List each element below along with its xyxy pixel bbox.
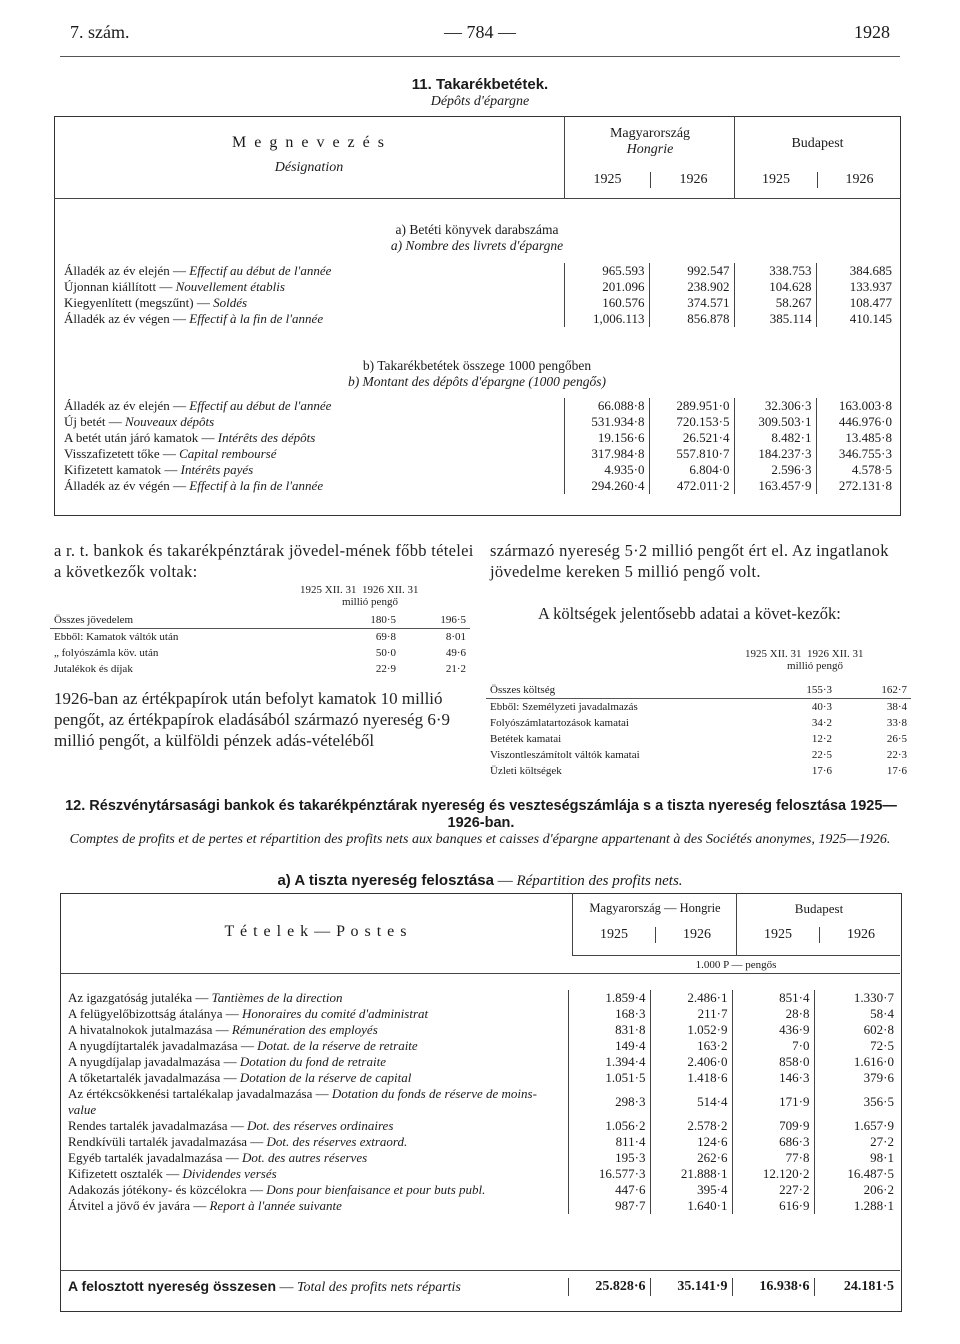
value-cell: 21·2 [445, 663, 466, 675]
row-label: A betét után járó kamatok — Intérêts des dépôts [64, 430, 316, 445]
table-row [64, 1166, 898, 1182]
value-cell: 294.260·4 [564, 478, 649, 494]
left-paragraph-2: 1926-ban az értékpapírok után befolyt kamatok 10 millió pengőt, az értékpapírok eladásából származó nyereség 6·9 millió pengőt, a külföldi pénzek adás-vételéből [54, 689, 451, 750]
row-label-hu: Kifizetett kamatok [64, 462, 162, 477]
value-cell: 379·6 [814, 1070, 898, 1086]
value-cell: 50·0 [375, 647, 396, 659]
row-label-hu: Újonnan kiállított [64, 279, 157, 294]
value-cell: 851·4 [732, 990, 814, 1006]
table-row [50, 629, 470, 646]
value-cell: 2.596·3 [734, 462, 816, 478]
table-row [64, 1038, 898, 1054]
row-label: Összes költség [490, 684, 556, 696]
table-row [64, 1070, 898, 1086]
value-cell: 108.477 [816, 295, 896, 311]
table-12-name-header [60, 893, 572, 973]
row-label: Visszafizetett tőke — Capital remboursé [64, 446, 277, 461]
row-label: Álladék az év elején — Effectif au début de l'année [64, 263, 332, 278]
table-12-bp-header: Budapest 1925 1926 [736, 893, 901, 955]
value-cell: 211·7 [650, 1006, 732, 1022]
row-label: Összes jövedelem [54, 614, 134, 626]
value-cell: 16.487·5 [814, 1166, 898, 1182]
page-header [70, 22, 890, 48]
table-row [486, 682, 911, 699]
row-label: A nyugdíjalap javadalmazása — Dotation du fond de retraite [68, 1054, 386, 1069]
value-cell: 27·2 [814, 1134, 898, 1150]
row-label-hu: A nyugdíjalap javadalmazása [68, 1054, 221, 1069]
value-cell: 16.577·3 [568, 1166, 650, 1182]
row-label-fr: Effectif au début de l'année [189, 263, 332, 278]
row-label: Álladék az év elején — Effectif au début de l'année [64, 398, 332, 413]
row-label-fr: Effectif au début de l'année [189, 398, 332, 413]
total-value: 35.141·9 [650, 1278, 732, 1296]
row-label-fr: Rémunération des employés [231, 1022, 378, 1037]
value-cell: 180·5 [370, 614, 396, 626]
right-paragraph-2: A költségek jelentősebb adatai a követ-kezők: [538, 604, 841, 623]
table-row [50, 645, 470, 661]
value-cell: 201.096 [564, 279, 649, 295]
row-label: Betétek kamatai [490, 733, 562, 745]
row-label: „ folyószámla köv. után [54, 647, 159, 659]
value-cell: 856.878 [649, 311, 734, 327]
row-label-fr: Dons pour bienfaisance et pour buts publ. [266, 1182, 486, 1197]
value-cell: 2.578·2 [650, 1118, 732, 1134]
row-label-hu: Álladék az év végén [64, 478, 170, 493]
row-label: A nyugdíjtartalék javadalmazása — Dotat. de la réserve de retraite [68, 1038, 418, 1053]
value-cell: 1.056·2 [568, 1118, 650, 1134]
value-cell: 238.902 [649, 279, 734, 295]
right-table-header: 1925 XII. 31 1926 XII. 31 millió pengő [745, 648, 864, 672]
table-12-body [64, 990, 898, 1214]
table-row [64, 1022, 898, 1038]
value-cell: 195·3 [568, 1150, 650, 1166]
value-cell: 163·2 [650, 1038, 732, 1054]
value-cell: 2.486·1 [650, 990, 732, 1006]
row-label-hu: Új betét [64, 414, 106, 429]
row-label: Az igazgatóság jutaléka — Tantièmes de la direction [68, 990, 343, 1005]
value-cell: 374.571 [649, 295, 734, 311]
row-label-fr: Dividendes versés [182, 1166, 277, 1181]
row-label: Kifizetett kamatok — Intérêts payés [64, 462, 254, 477]
row-label-fr: Dotation du fond de retraite [239, 1054, 386, 1069]
value-cell: 19.156·6 [564, 430, 649, 446]
row-label-fr: Nouveaux dépôts [125, 414, 215, 429]
value-cell: 686·3 [732, 1134, 814, 1150]
issue-number: 7. szám. [70, 22, 130, 42]
value-cell: 410.145 [816, 311, 896, 327]
table-11-title: 11. Takarékbetétek. [411, 76, 549, 93]
value-cell: 1.616·0 [814, 1054, 898, 1070]
value-cell: 22·9 [375, 663, 396, 675]
table-row [486, 715, 911, 731]
left-table-header: 1925 XII. 31 1926 XII. 31 millió pengő [300, 584, 419, 608]
left-income-table [50, 612, 470, 677]
value-cell: 13.485·8 [816, 430, 896, 446]
value-cell: 77·8 [732, 1150, 814, 1166]
row-label-hu: Kiegyenlített (megszűnt) [64, 295, 194, 310]
value-cell: 146·3 [732, 1070, 814, 1086]
value-cell: 1.394·4 [568, 1054, 650, 1070]
value-cell: 12·2 [811, 733, 832, 745]
value-cell: 26·5 [886, 733, 907, 745]
value-cell: 356·5 [814, 1086, 898, 1118]
table-row [64, 1150, 898, 1166]
row-label: A tőketartalék javadalmazása — Dotation de la réserve de capital [68, 1070, 412, 1085]
value-cell: 385.114 [734, 311, 816, 327]
table-11-subtitle: Dépôts d'épargne [430, 94, 530, 109]
value-cell: 338.753 [734, 263, 816, 279]
row-label-hu: Visszafizetett tőke [64, 446, 160, 461]
total-label-fr: Total des profits nets répartis [297, 1280, 461, 1295]
col-name-fr: Désignation [274, 160, 344, 175]
value-cell: 160.576 [564, 295, 649, 311]
right-expense-table [486, 682, 911, 779]
value-cell: 33·8 [886, 717, 907, 729]
row-label-fr: Intérêts payés [180, 462, 254, 477]
row-label-fr: Capital remboursé [179, 446, 277, 461]
section-b: b) Takarékbetétek összege 1000 pengőben b) Montant des dépôts d'épargne (1000 pengős) [347, 358, 607, 389]
value-cell: 289.951·0 [649, 398, 734, 414]
row-label-fr: Nouvellement établis [175, 279, 285, 294]
row-label-hu: Adakozás jótékony- és közcélokra [68, 1182, 247, 1197]
table-row [486, 763, 911, 779]
row-label-fr: Dotat. de la réserve de retraite [257, 1038, 418, 1053]
value-cell: 531.934·8 [564, 414, 649, 430]
value-cell: 858·0 [732, 1054, 814, 1070]
row-label-fr: Dotation du fonds de réserve de moins-value [68, 1086, 537, 1117]
value-cell: 28·8 [732, 1006, 814, 1022]
table-row [64, 1118, 898, 1134]
value-cell: 155·3 [806, 684, 832, 696]
value-cell: 22·3 [886, 749, 907, 761]
row-label-fr: Dotation de la réserve de capital [239, 1070, 412, 1085]
row-label: Átvitel a jövő év javára — Report à l'année suivante [68, 1198, 342, 1213]
table-row [64, 990, 898, 1006]
value-cell: 17·6 [886, 765, 907, 777]
value-cell: 34·2 [811, 717, 832, 729]
row-label-fr: Report à l'année suivante [209, 1198, 342, 1213]
row-label: Álladék az év végen — Effectif à la fin de l'année [64, 311, 324, 326]
row-label-hu: Álladék az év végen [64, 311, 170, 326]
row-label: Folyószámlatartozások kamatai [490, 717, 629, 729]
row-label-fr: Effectif à la fin de l'année [189, 311, 324, 326]
row-label-hu: Egyéb tartalék javadalmazása [68, 1150, 223, 1165]
row-label: Ebből: Kamatok váltók után [54, 631, 179, 643]
table-11-name-header [54, 116, 564, 198]
value-cell: 4.935·0 [564, 462, 649, 478]
total-value: 16.938·6 [732, 1278, 814, 1296]
table-12-title: 12. Részvénytársasági bankok és takarékpénztárak nyereség és veszteségszámlája s a tiszta nyereség felosztása 1925—1926-ban. [65, 798, 897, 831]
table-row [486, 731, 911, 747]
row-label: Új betét — Nouveaux dépôts [64, 414, 215, 429]
value-cell: 992.547 [649, 263, 734, 279]
row-label-hu: Az értékcsökkenési tartalékalap javadalmazása [68, 1086, 313, 1101]
table-12-title-fr: Comptes de profits et de pertes et répartition des profits nets aux banques et caisses d'épargne appartenant à des Sociétés anonymes, 1925—1926. [69, 832, 891, 847]
value-cell: 40·3 [811, 701, 832, 713]
row-label-fr: Intérêts des dépôts [217, 430, 316, 445]
value-cell: 1.052·9 [650, 1022, 732, 1038]
table-11-part-b [60, 398, 896, 494]
value-cell: 17·6 [811, 765, 832, 777]
value-cell: 446.976·0 [816, 414, 896, 430]
row-label-hu: Rendes tartalék javadalmazása [68, 1118, 228, 1133]
row-label-hu: Átvitel a jövő év javára [68, 1198, 191, 1213]
row-label-hu: A tőketartalék javadalmazása [68, 1070, 221, 1085]
row-label: Álladék az év végén — Effectif à la fin de l'année [64, 478, 324, 493]
value-cell: 7·0 [732, 1038, 814, 1054]
row-label-fr: Dot. des autres réserves [241, 1150, 368, 1165]
row-label-fr: Effectif à la fin de l'année [189, 478, 324, 493]
table-row [64, 1134, 898, 1150]
value-cell: 1.051·5 [568, 1070, 650, 1086]
value-cell: 965.593 [564, 263, 649, 279]
table-row [60, 263, 896, 279]
table-11-part-a [60, 263, 896, 327]
row-label: Kiegyenlített (megszűnt) — Soldés [64, 295, 248, 310]
value-cell: 709·9 [732, 1118, 814, 1134]
value-cell: 436·9 [732, 1022, 814, 1038]
value-cell: 262·6 [650, 1150, 732, 1166]
value-cell: 171·9 [732, 1086, 814, 1118]
table-row [60, 311, 896, 327]
value-cell: 1.330·7 [814, 990, 898, 1006]
value-cell: 184.237·3 [734, 446, 816, 462]
value-cell: 987·7 [568, 1198, 650, 1214]
row-label: Jutalékok és díjak [54, 663, 133, 675]
table-row [64, 1182, 898, 1198]
table-row [64, 1198, 898, 1214]
value-cell: 98·1 [814, 1150, 898, 1166]
row-label-hu: A nyugdíjtartalék javadalmazása [68, 1038, 238, 1053]
row-label-hu: Álladék az év elején [64, 263, 170, 278]
value-cell: 395·4 [650, 1182, 732, 1198]
value-cell: 72·5 [814, 1038, 898, 1054]
table-row [486, 699, 911, 716]
value-cell: 1.418·6 [650, 1070, 732, 1086]
total-value: 24.181·5 [814, 1278, 898, 1296]
row-label-hu: A felügyelőbizottság átalánya [68, 1006, 223, 1021]
value-cell: 472.011·2 [649, 478, 734, 494]
row-label-hu: A hivatalnokok jutalmazása [68, 1022, 213, 1037]
left-paragraph-1: a r. t. bankok és takarékpénztárak jövedel-mének főbb tételei a következők voltak: [54, 541, 474, 581]
table-11-bp-header: Budapest 1925 1926 [734, 116, 900, 198]
table-row [64, 1006, 898, 1022]
header-rule [60, 56, 900, 57]
row-label-fr: Honoraires du comité d'administrat [242, 1006, 429, 1021]
value-cell: 168·3 [568, 1006, 650, 1022]
row-label-fr: Tantièmes de la direction [211, 990, 343, 1005]
value-cell: 38·4 [886, 701, 907, 713]
value-cell: 1,006.113 [564, 311, 649, 327]
value-cell: 21.888·1 [650, 1166, 732, 1182]
total-value: 25.828·6 [568, 1278, 650, 1296]
value-cell: 58.267 [734, 295, 816, 311]
value-cell: 124·6 [650, 1134, 732, 1150]
value-cell: 831·8 [568, 1022, 650, 1038]
row-label: Kifizetett osztalék — Dividendes versés [68, 1166, 277, 1181]
value-cell: 49·6 [445, 647, 466, 659]
row-label-hu: A betét után járó kamatok [64, 430, 199, 445]
value-cell: 8·01 [445, 631, 466, 643]
value-cell: 1.640·1 [650, 1198, 732, 1214]
value-cell: 26.521·4 [649, 430, 734, 446]
value-cell: 22·5 [811, 749, 832, 761]
value-cell: 149·4 [568, 1038, 650, 1054]
table-row [50, 612, 470, 629]
value-cell: 317.984·8 [564, 446, 649, 462]
value-cell: 58·4 [814, 1006, 898, 1022]
value-cell: 514·4 [650, 1086, 732, 1118]
value-cell: 1.859·4 [568, 990, 650, 1006]
value-cell: 104.628 [734, 279, 816, 295]
row-label-fr: Dot. des réserves extraord. [266, 1134, 408, 1149]
value-cell: 720.153·5 [649, 414, 734, 430]
table-12-hu-header: Magyarország — Hongrie 1925 1926 [572, 893, 737, 955]
value-cell: 8.482·1 [734, 430, 816, 446]
table-12-unit: 1.000 P — pengős [572, 955, 900, 974]
value-cell: 227·2 [732, 1182, 814, 1198]
value-cell: 2.406·0 [650, 1054, 732, 1070]
total-row [64, 1278, 898, 1296]
value-cell: 6.804·0 [649, 462, 734, 478]
value-cell: 557.810·7 [649, 446, 734, 462]
table-row [60, 430, 896, 446]
value-cell: 1.288·1 [814, 1198, 898, 1214]
value-cell: 1.657·9 [814, 1118, 898, 1134]
row-label: Rendkívüli tartalék javadalmazása — Dot. des réserves extraord. [68, 1134, 408, 1149]
value-cell: 163.457·9 [734, 478, 816, 494]
row-label: Újonnan kiállított — Nouvellement établis [64, 279, 285, 294]
table-row [60, 462, 896, 478]
value-cell: 4.578·5 [816, 462, 896, 478]
value-cell: 272.131·8 [816, 478, 896, 494]
table-row [60, 414, 896, 430]
row-label: Rendes tartalék javadalmazása — Dot. des réserves ordinaires [68, 1118, 394, 1133]
table-row [486, 747, 911, 763]
table-row [50, 661, 470, 677]
total-label-hu: A felosztott nyereség összesen [68, 1278, 276, 1294]
value-cell: 602·8 [814, 1022, 898, 1038]
value-cell: 298·3 [568, 1086, 650, 1118]
value-cell: 133.937 [816, 279, 896, 295]
table-row [60, 398, 896, 414]
table-row [60, 446, 896, 462]
value-cell: 346.755·3 [816, 446, 896, 462]
row-label: A hivatalnokok jutalmazása — Rémunération des employés [68, 1022, 378, 1037]
table-row [64, 1054, 898, 1070]
value-cell: 196·5 [440, 614, 466, 626]
col-name-label: M e g n e v e z é s [232, 134, 386, 151]
row-label-hu: Az igazgatóság jutaléka [68, 990, 193, 1005]
table-row [64, 1086, 898, 1118]
row-label: Az értékcsökkenési tartalékalap javadalmazása — Dotation du fonds de réserve de moins-value [68, 1086, 537, 1117]
row-label: Adakozás jótékony- és közcélokra — Dons pour bienfaisance et pour buts publ. [68, 1182, 486, 1197]
value-cell: 163.003·8 [816, 398, 896, 414]
year: 1928 [854, 22, 890, 42]
table-12-subtitle: a) A tiszta nyereség felosztása — Répartition des profits nets. [277, 872, 683, 889]
row-label: A felügyelőbizottság átalánya — Honoraires du comité d'administrat [68, 1006, 429, 1021]
value-cell: 811·4 [568, 1134, 650, 1150]
value-cell: 206·2 [814, 1182, 898, 1198]
table-row [60, 478, 896, 494]
table-row [60, 279, 896, 295]
col-postes-label: T é t e l e k — P o s t e s [224, 923, 408, 940]
row-label: Viszontleszámítolt váltók kamatai [490, 749, 640, 761]
value-cell: 69·8 [375, 631, 396, 643]
row-label-hu: Kifizetett osztalék [68, 1166, 163, 1181]
table-row [60, 295, 896, 311]
section-a: a) Betéti könyvek darabszáma a) Nombre des livrets d'épargne [390, 222, 564, 253]
value-cell: 12.120·2 [732, 1166, 814, 1182]
value-cell: 384.685 [816, 263, 896, 279]
table-12-total [64, 1278, 898, 1296]
value-cell: 32.306·3 [734, 398, 816, 414]
row-label: Ebből: Személyzeti javadalmazás [490, 701, 638, 713]
row-label-hu: Rendkívüli tartalék javadalmazása [68, 1134, 248, 1149]
row-label-fr: Dot. des réserves ordinaires [247, 1118, 394, 1133]
right-paragraph-1: származó nyereség 5·2 millió pengőt ért el. Az ingatlanok jövedelme kereken 5 millió pengő volt. [490, 541, 889, 581]
row-label: Egyéb tartalék javadalmazása — Dot. des autres réserves [68, 1150, 368, 1165]
page-number: — 784 — [444, 22, 516, 42]
total-label: A felosztott nyereség összesen — Total des profits nets répartis [68, 1278, 461, 1295]
table-11-hu-header: Magyarország Hongrie 1925 1926 [564, 116, 735, 198]
row-label-fr: Soldés [213, 295, 248, 310]
value-cell: 447·6 [568, 1182, 650, 1198]
row-label: Üzleti költségek [490, 765, 562, 777]
value-cell: 309.503·1 [734, 414, 816, 430]
value-cell: 162·7 [881, 684, 907, 696]
value-cell: 66.088·8 [564, 398, 649, 414]
row-label-hu: Álladék az év elején [64, 398, 170, 413]
value-cell: 616·9 [732, 1198, 814, 1214]
